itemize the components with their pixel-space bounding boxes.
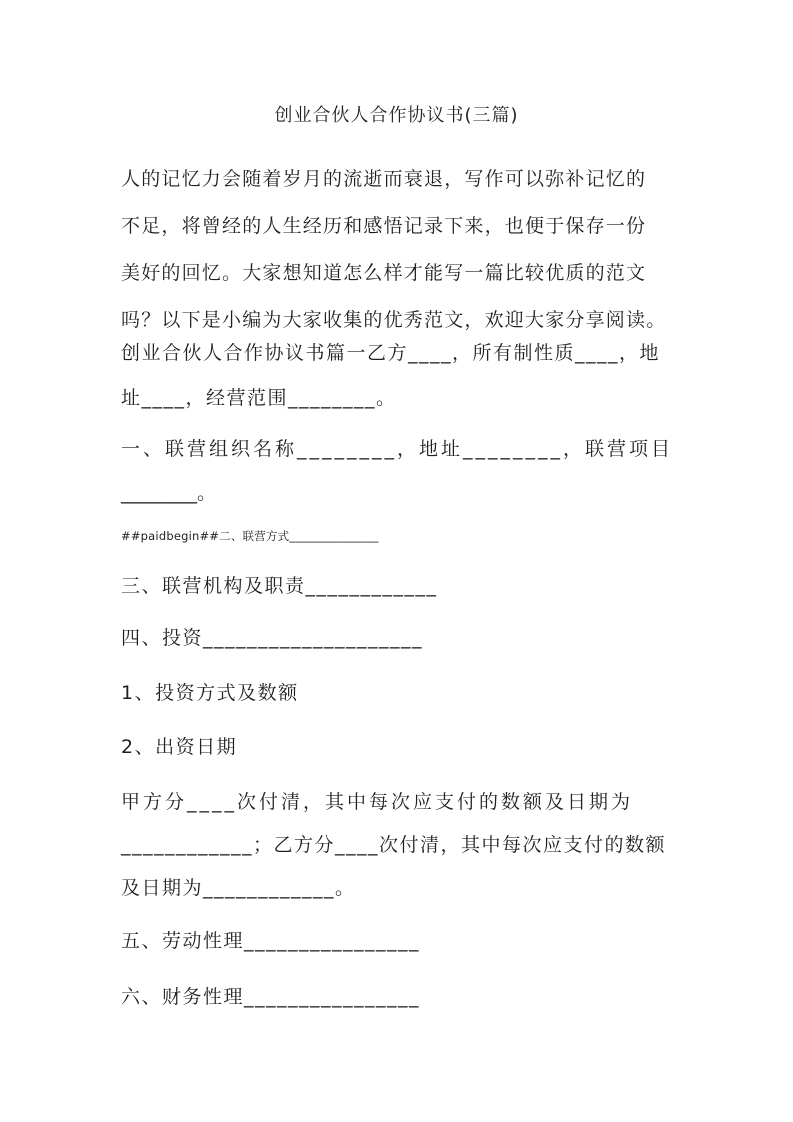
paid-marker-line: ##paidbegin##二、联营方式_______________	[121, 529, 379, 543]
item-1: 1、投资方式及数额	[121, 682, 299, 704]
section-5: 五、劳动性理________________	[121, 930, 421, 952]
item-2: 2、出资日期	[121, 736, 238, 758]
section-1-line-1: 一、联营组织名称________，地址________，联营项目	[121, 438, 674, 460]
party-b-line-2: 址____，经营范围________。	[121, 387, 397, 409]
party-b-line-1: 创业合伙人合作协议书篇一乙方____，所有制性质____，地	[121, 342, 661, 364]
intro-paragraph	[121, 156, 681, 344]
intro-line: 美好的回忆。大家想知道怎么样才能写一篇比较优质的范文	[121, 262, 647, 284]
payment-line-1: 甲方分____次付清，其中每次应支付的数额及日期为	[121, 791, 634, 813]
section-6: 六、财务性理________________	[121, 986, 421, 1008]
payment-line-2: ____________；乙方分____次付清，其中每次应支付的数额	[121, 834, 667, 856]
document-title: 创业合伙人合作协议书(三篇)	[274, 105, 519, 126]
intro-line: 吗？以下是小编为大家收集的优秀范文，欢迎大家分享阅读。	[121, 309, 667, 331]
payment-line-3: 及日期为____________。	[121, 877, 356, 899]
section-1-line-2: ________。	[121, 482, 217, 504]
intro-line: 不足，将曾经的人生经历和感悟记录下来，也便于保存一份	[121, 215, 647, 237]
section-3: 三、联营机构及职责____________	[121, 575, 438, 597]
intro-line: 人的记忆力会随着岁月的流逝而衰退，写作可以弥补记忆的	[121, 168, 647, 190]
section-4: 四、投资____________________	[121, 627, 424, 649]
